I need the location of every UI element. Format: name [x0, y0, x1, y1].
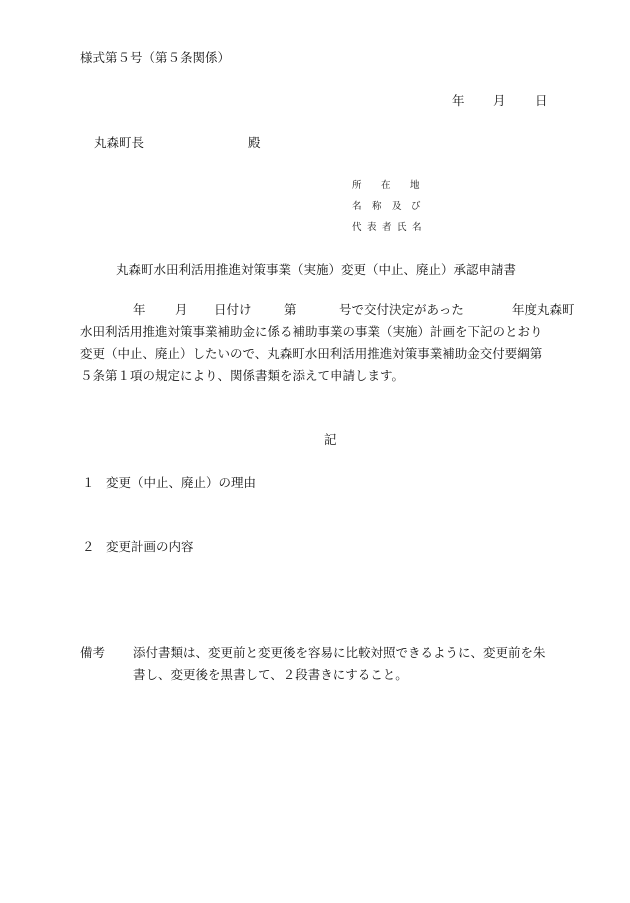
- form-number: 様式第５号（第５条関係）: [80, 50, 231, 65]
- name-char: 称: [372, 201, 382, 212]
- item-number: １: [82, 475, 95, 490]
- item-label: 変更計画の内容: [106, 539, 194, 554]
- addressee-honorific: 殿: [248, 135, 261, 150]
- name-char: び: [411, 201, 421, 212]
- body-fiscal-year: 年度丸森町: [512, 302, 575, 317]
- body-line-3: 変更（中止、廃止）したいので、丸森町水田利活用推進対策事業補助金交付要綱第: [80, 346, 543, 361]
- ki-heading: 記: [324, 432, 337, 447]
- remarks-label: 備考: [80, 645, 106, 660]
- name-char: 及: [392, 201, 402, 212]
- body-date-suffix: 日付け: [214, 302, 252, 317]
- day-label: 日: [535, 93, 548, 108]
- body-number-prefix: 第: [284, 302, 297, 317]
- item-number: ２: [82, 539, 95, 554]
- rep-char: 氏: [397, 222, 407, 233]
- rep-char: 代: [352, 222, 362, 233]
- body-year: 年: [133, 302, 146, 317]
- remarks-line-1: 添付書類は、変更前と変更後を容易に比較対照できるように、変更前を朱: [133, 645, 546, 660]
- body-decision-text: 号で交付決定があった: [339, 302, 464, 317]
- item-label: 変更（中止、廃止）の理由: [106, 475, 257, 490]
- rep-char: 者: [382, 222, 392, 233]
- body-line-4: ５条第１項の規定により、関係書類を添えて申請します。: [80, 368, 405, 383]
- month-label: 月: [493, 93, 506, 108]
- year-label: 年: [452, 93, 465, 108]
- address-char: 地: [410, 180, 420, 191]
- body-month: 月: [175, 302, 188, 317]
- addressee-name: 丸森町長: [94, 135, 145, 150]
- address-char: 所: [352, 180, 362, 191]
- body-line-2: 水田利活用推進対策事業補助金に係る補助事業の事業（実施）計画を下記のとおり: [80, 324, 543, 339]
- address-char: 在: [381, 180, 391, 191]
- document-title: 丸森町水田利活用推進対策事業（実施）変更（中止、廃止）承認申請書: [116, 262, 517, 277]
- remarks-line-2: 書し、変更後を黒書して、２段書きにすること。: [133, 667, 408, 682]
- rep-char: 名: [412, 222, 422, 233]
- name-char: 名: [352, 201, 362, 212]
- rep-char: 表: [367, 222, 377, 233]
